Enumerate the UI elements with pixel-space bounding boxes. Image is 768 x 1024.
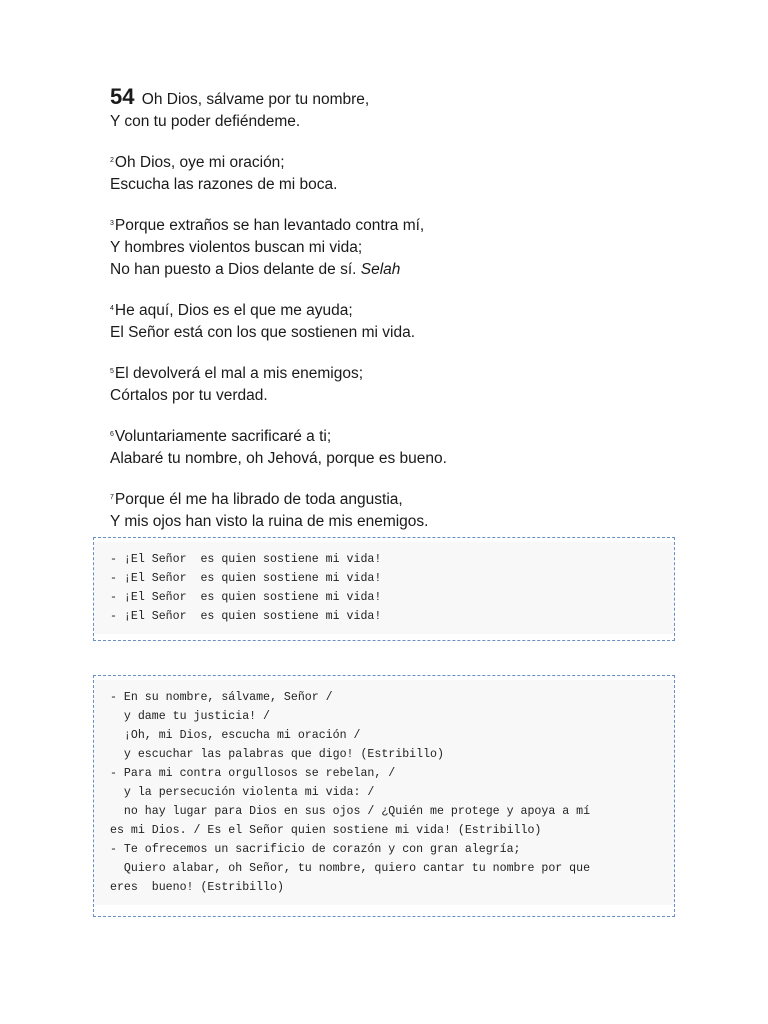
refrain-code-block (94, 542, 674, 634)
verses-line: Quiero alabar, oh Señor, tu nombre, quiero cantar tu nombre por que (110, 862, 591, 875)
refrain-line: - ¡El Señor es quien sostiene mi vida! (110, 572, 382, 585)
stanza-7 (110, 487, 710, 533)
verses-line: no hay lugar para Dios en sus ojos / ¿Quién me protege y apoya a mí (110, 805, 591, 818)
verses-line: ¡Oh, mi Dios, escucha mi oración / (110, 729, 361, 742)
psalm-line: Y mis ojos han visto la ruina de mis enemigos. (110, 513, 429, 530)
verse-number: 3 (110, 220, 114, 227)
psalm-line: Y hombres violentos buscan mi vida; (110, 239, 363, 256)
verses-line: eres bueno! (Estribillo) (110, 881, 284, 894)
psalm-line: Alabaré tu nombre, oh Jehová, porque es bueno. (110, 450, 447, 467)
stanza-6 (110, 424, 710, 470)
psalm-line: No han puesto a Dios delante de sí. Selah (110, 261, 401, 278)
stanza-2 (110, 150, 710, 196)
verses-line: es mi Dios. / Es el Señor quien sostiene mi vida! (Estribillo) (110, 824, 542, 837)
verse-number: 6 (110, 431, 114, 438)
psalm-line: $^6$Voluntariamente sacrificaré a ti; (110, 428, 332, 445)
verses-line: - Te ofrecemos un sacrificio de corazón y con gran alegría; (110, 843, 521, 856)
selah-marker: Selah (360, 261, 401, 278)
refrain-line: - ¡El Señor es quien sostiene mi vida! (110, 591, 382, 604)
psalm-line: 54 Oh Dios, sálvame por tu nombre, (110, 84, 370, 109)
refrain-line: - ¡El Señor es quien sostiene mi vida! (110, 553, 382, 566)
stanza-3 (110, 213, 710, 281)
verses-box (93, 675, 675, 917)
psalm-line: $^2$Oh Dios, oye mi oración; (110, 154, 285, 171)
psalm-line: $^5$El devolverá el mal a mis enemigos; (110, 365, 364, 382)
verses-line: - Para mi contra orgullosos se rebelan, / (110, 767, 396, 780)
verses-line: y escuchar las palabras que digo! (Estribillo) (110, 748, 444, 761)
verses-line: y dame tu justicia! / (110, 710, 271, 723)
verse-number: 5 (110, 368, 114, 375)
refrain-line: - ¡El Señor es quien sostiene mi vida! (110, 610, 382, 623)
verses-code-block (94, 680, 674, 905)
psalm-line: Escucha las razones de mi boca. (110, 176, 338, 193)
psalm-line: Y con tu poder defiéndeme. (110, 113, 301, 130)
stanza-4 (110, 298, 710, 344)
stanza-1 (110, 86, 710, 133)
verses-line: y la persecución violenta mi vida: / (110, 786, 375, 799)
psalm-text (110, 86, 710, 550)
psalm-line: $^3$Porque extraños se han levantado contra mí, (110, 217, 425, 234)
verses-line: - En su nombre, sálvame, Señor / (110, 691, 333, 704)
psalm-line: $^7$Porque él me ha librado de toda angustia, (110, 491, 403, 508)
verse-number: 7 (110, 494, 114, 501)
chapter-number: 54 (110, 84, 135, 109)
refrain-box (93, 537, 675, 641)
verse-number: 2 (110, 157, 114, 164)
verse-number: 4 (110, 305, 114, 312)
psalm-line: Córtalos por tu verdad. (110, 387, 268, 404)
psalm-line: El Señor está con los que sostienen mi vida. (110, 324, 416, 341)
psalm-line: $^4$He aquí, Dios es el que me ayuda; (110, 302, 353, 319)
stanza-5 (110, 361, 710, 407)
